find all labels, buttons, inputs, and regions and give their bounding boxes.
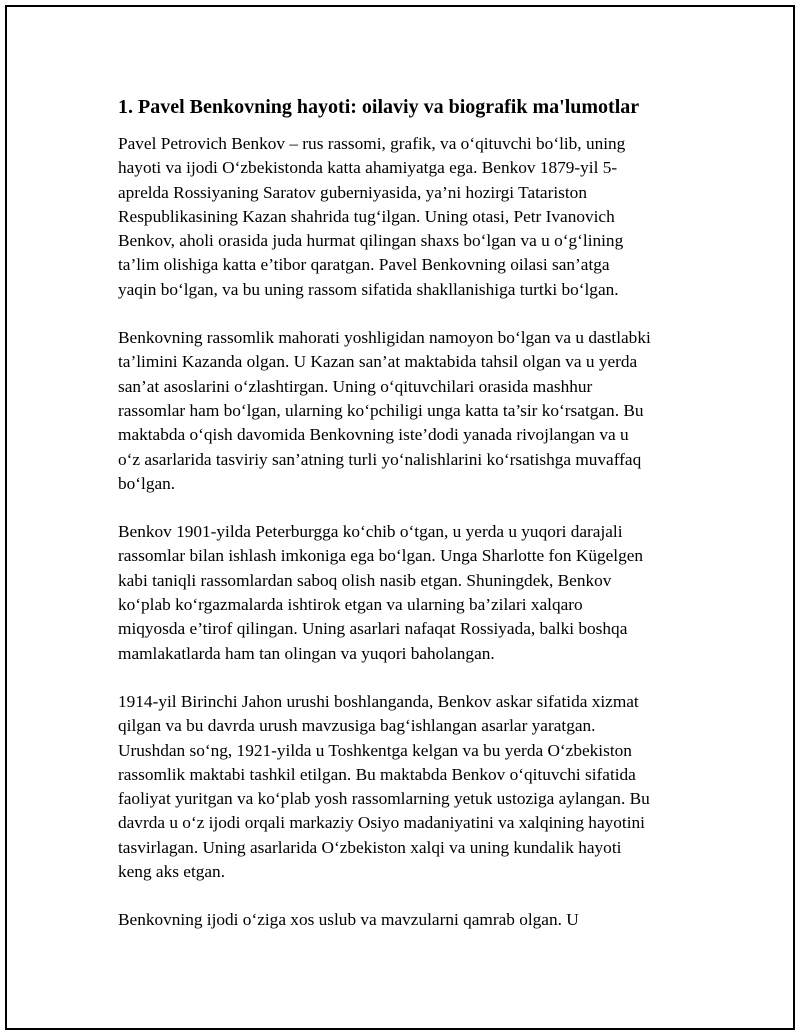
text-line: keng aks etgan. <box>118 862 226 882</box>
text-line: Urushdan so‘ng, 1921-yilda u Toshkentga kelgan va bu yerda O‘zbekiston <box>118 740 632 760</box>
text-line: Respublikasining Kazan shahrida tug‘ilgan. Uning otasi, Petr Ivanovich <box>118 206 615 226</box>
paragraph-5 <box>118 908 678 932</box>
text-line: Benkov 1901-yilda Peterburgga ko‘chib o‘tgan, u yerda u yuqori darajali <box>118 522 623 542</box>
text-line: Benkov, aholi orasida juda hurmat qilingan shaxs bo‘lgan va u o‘g‘lining <box>118 231 624 251</box>
text-line: hayoti va ijodi O‘zbekistonda katta ahamiyatga ega. Benkov 1879-yil 5- <box>118 158 618 178</box>
text-line: davrda u o‘z ijodi orqali markaziy Osiyo madaniyatini va xalqining hayotini <box>118 813 645 833</box>
text-line: tasvirlagan. Uning asarlarida O‘zbekiston xalqi va uning kundalik hayoti <box>118 837 622 857</box>
text-line: aprelda Rossiyaning Saratov guberniyasida, ya’ni hozirgi Tatariston <box>118 182 587 202</box>
text-line: rassomlik maktabi tashkil etilgan. Bu maktabda Benkov o‘qituvchi sifatida <box>118 764 636 784</box>
text-line: maktabda o‘qish davomida Benkovning iste’dodi yanada rivojlangan va u <box>118 425 629 445</box>
text-line: ta’limini Kazanda olgan. U Kazan san’at maktabida tahsil olgan va u yerda <box>118 352 638 372</box>
text-line: kabi taniqli rassomlardan saboq olish nasib etgan. Shuningdek, Benkov <box>118 570 612 590</box>
paragraph-1 <box>118 132 678 302</box>
document-body <box>118 95 678 957</box>
text-line: Pavel Petrovich Benkov – rus rassomi, grafik, va o‘qituvchi bo‘lib, uning <box>118 134 626 153</box>
text-line: Benkovning rassomlik mahorati yoshligidan namoyon bo‘lgan va u dastlabki <box>118 328 651 348</box>
text-line: ko‘plab ko‘rgazmalarda ishtirok etgan va ularning ba’zilari xalqaro <box>118 595 583 615</box>
paragraph-3 <box>118 520 678 666</box>
text-line: mamlakatlarda ham tan olingan va yuqori baholangan. <box>118 643 495 663</box>
text-line: rassomlar ham bo‘lgan, ularning ko‘pchiligi unga katta ta’sir ko‘rsatgan. Bu <box>118 400 644 420</box>
text-line: rassomlar bilan ishlash imkoniga ega bo‘lgan. Unga Sharlotte fon Kügelgen <box>118 546 644 566</box>
section-heading: 1. Pavel Benkovning hayoti: oilaviy va biografik ma'lumotlar <box>118 96 640 118</box>
text-line: Benkovning ijodi o‘ziga xos uslub va mavzularni qamrab olgan. U <box>118 910 579 930</box>
text-line: qilgan va bu davrda urush mavzusiga bag‘ishlangan asarlar yaratgan. <box>118 716 596 736</box>
text-line: miqyosda e’tirof qilingan. Uning asarlari nafaqat Rossiyada, balki boshqa <box>118 619 628 639</box>
text-line: 1914-yil Birinchi Jahon urushi boshlanganda, Benkov askar sifatida xizmat <box>118 691 639 711</box>
paragraph-4 <box>118 690 678 884</box>
text-line: bo‘lgan. <box>118 473 176 493</box>
text-line: san’at asoslarini o‘zlashtirgan. Uning o‘qituvchilari orasida mashhur <box>118 376 593 396</box>
text-line: yaqin bo‘lgan, va bu uning rassom sifatida shakllanishiga turtki bo‘lgan. <box>118 279 619 299</box>
text-line: faoliyat yuritgan va ko‘plab yosh rassomlarning yetuk ustoziga aylangan. Bu <box>118 789 650 809</box>
text-line: o‘z asarlarida tasviriy san’atning turli yo‘nalishlarini ko‘rsatishga muvaffaq <box>118 449 642 469</box>
paragraph-2 <box>118 326 678 496</box>
text-line: ta’lim olishiga katta e’tibor qaratgan. Pavel Benkovning oilasi san’atga <box>118 255 610 275</box>
